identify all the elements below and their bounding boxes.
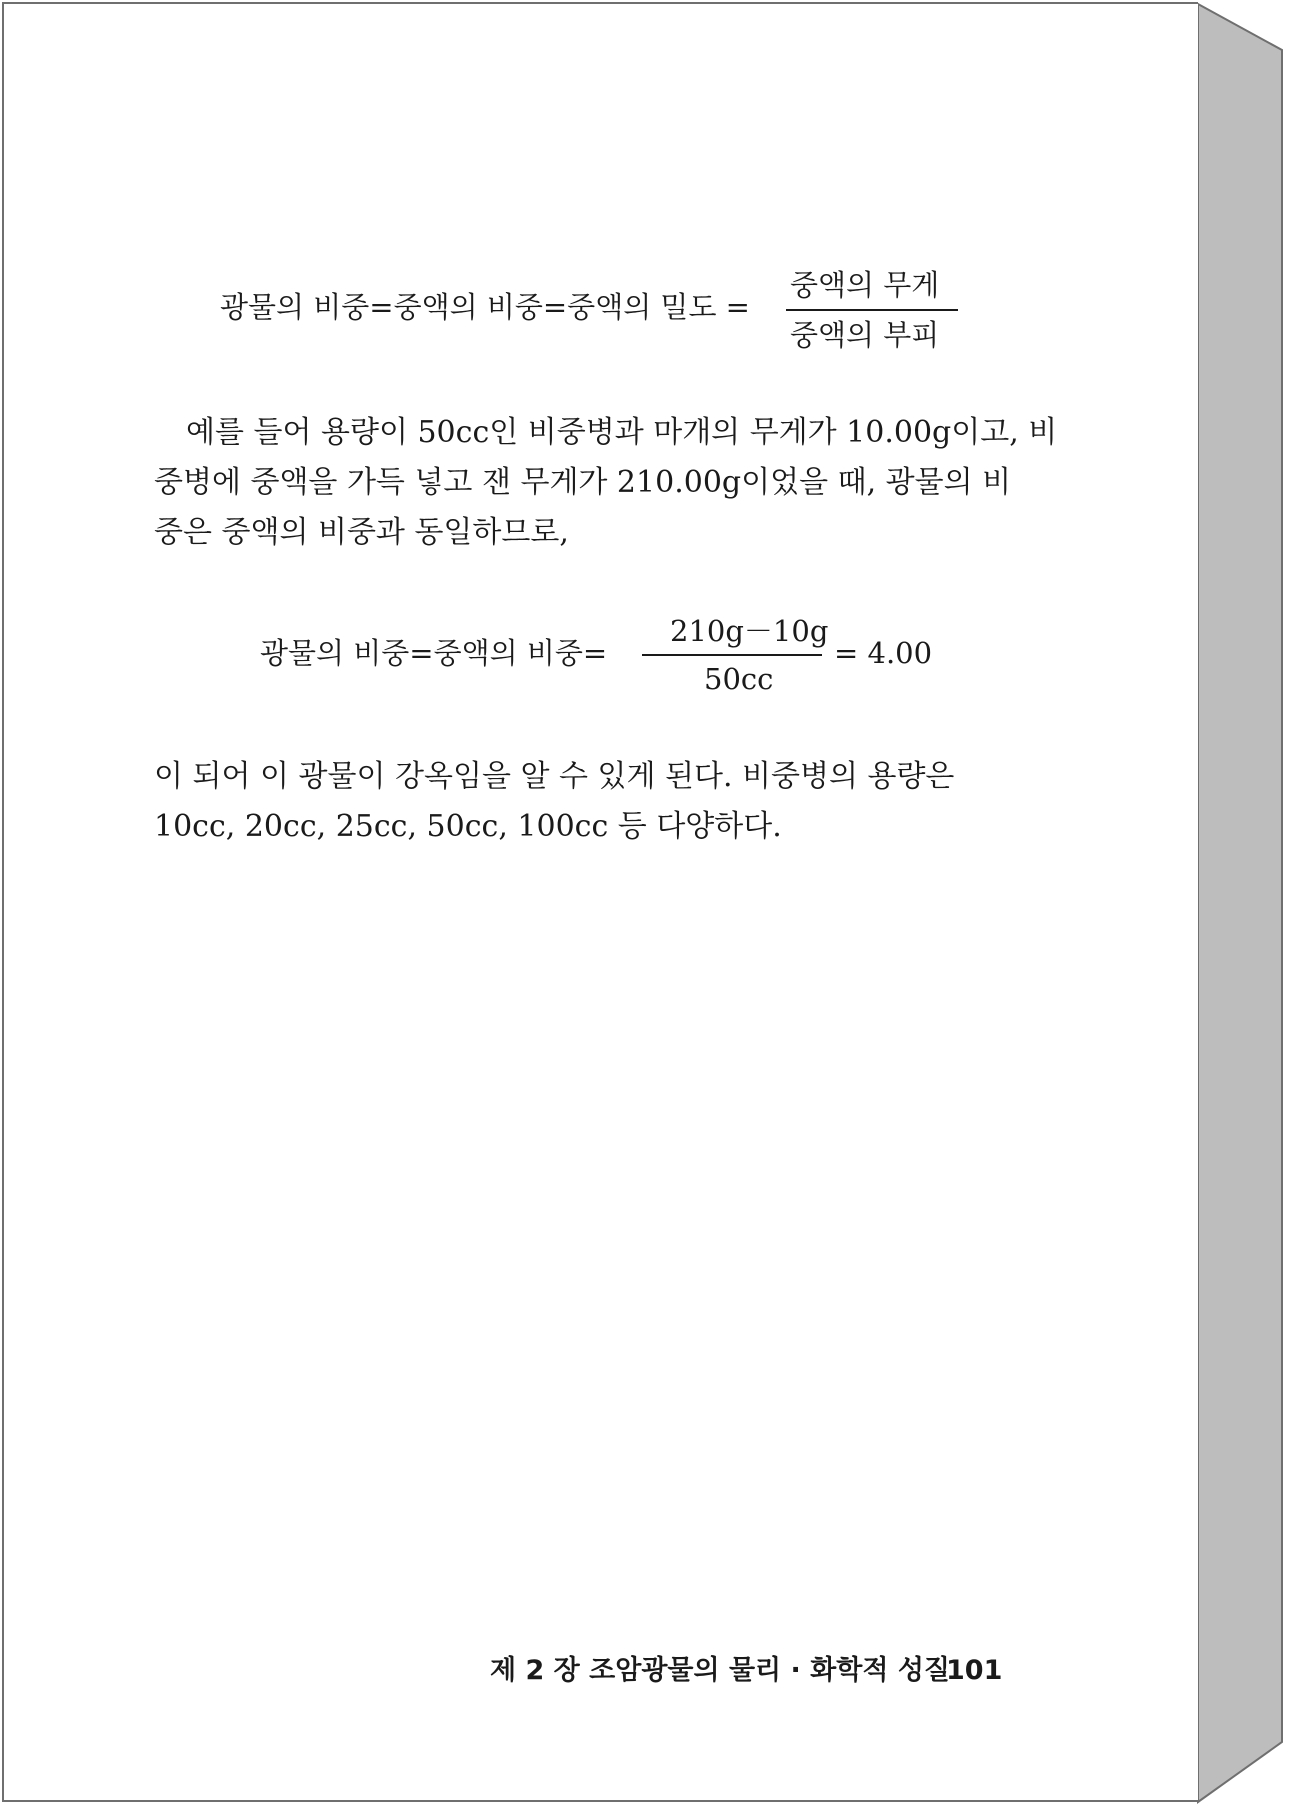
footer-page-number: 101 bbox=[946, 1655, 1003, 1686]
formula1-numerator: 중액의 무게 bbox=[790, 268, 940, 302]
book-page bbox=[2, 2, 1198, 1802]
formula2-result: = 4.00 bbox=[834, 636, 933, 670]
paragraph2-line1: 이 되어 이 광물이 강옥임을 알 수 있게 된다. 비중병의 용량은 bbox=[154, 759, 955, 794]
formula2-lhs: 광물의 비중=중액의 비중= bbox=[260, 636, 608, 670]
paragraph1-line3: 중은 중액의 비중과 동일하므로, bbox=[154, 515, 569, 550]
footer-chapter-title: 제 2 장 조암광물의 물리 · 화학적 성질 bbox=[490, 1655, 950, 1686]
spine-face bbox=[1198, 4, 1282, 1802]
formula2-fraction-bar bbox=[642, 654, 822, 656]
paragraph2-line2: 10cc, 20cc, 25cc, 50cc, 100cc 등 다양하다. bbox=[154, 809, 782, 844]
formula2-denominator: 50cc bbox=[704, 662, 774, 696]
formula1-lhs: 광물의 비중=중액의 비중=중액의 밀도 = bbox=[220, 290, 750, 324]
formula1-fraction-bar bbox=[786, 309, 958, 311]
formula2-numerator: 210g－10g bbox=[670, 614, 829, 648]
paragraph1-line1: 예를 들어 용량이 50cc인 비중병과 마개의 무게가 10.00g이고, 비 bbox=[186, 415, 1058, 450]
formula1-denominator: 중액의 부피 bbox=[790, 318, 940, 352]
paragraph1-line2: 중병에 중액을 가득 넣고 잰 무게가 210.00g이었을 때, 광물의 비 bbox=[154, 465, 1012, 500]
